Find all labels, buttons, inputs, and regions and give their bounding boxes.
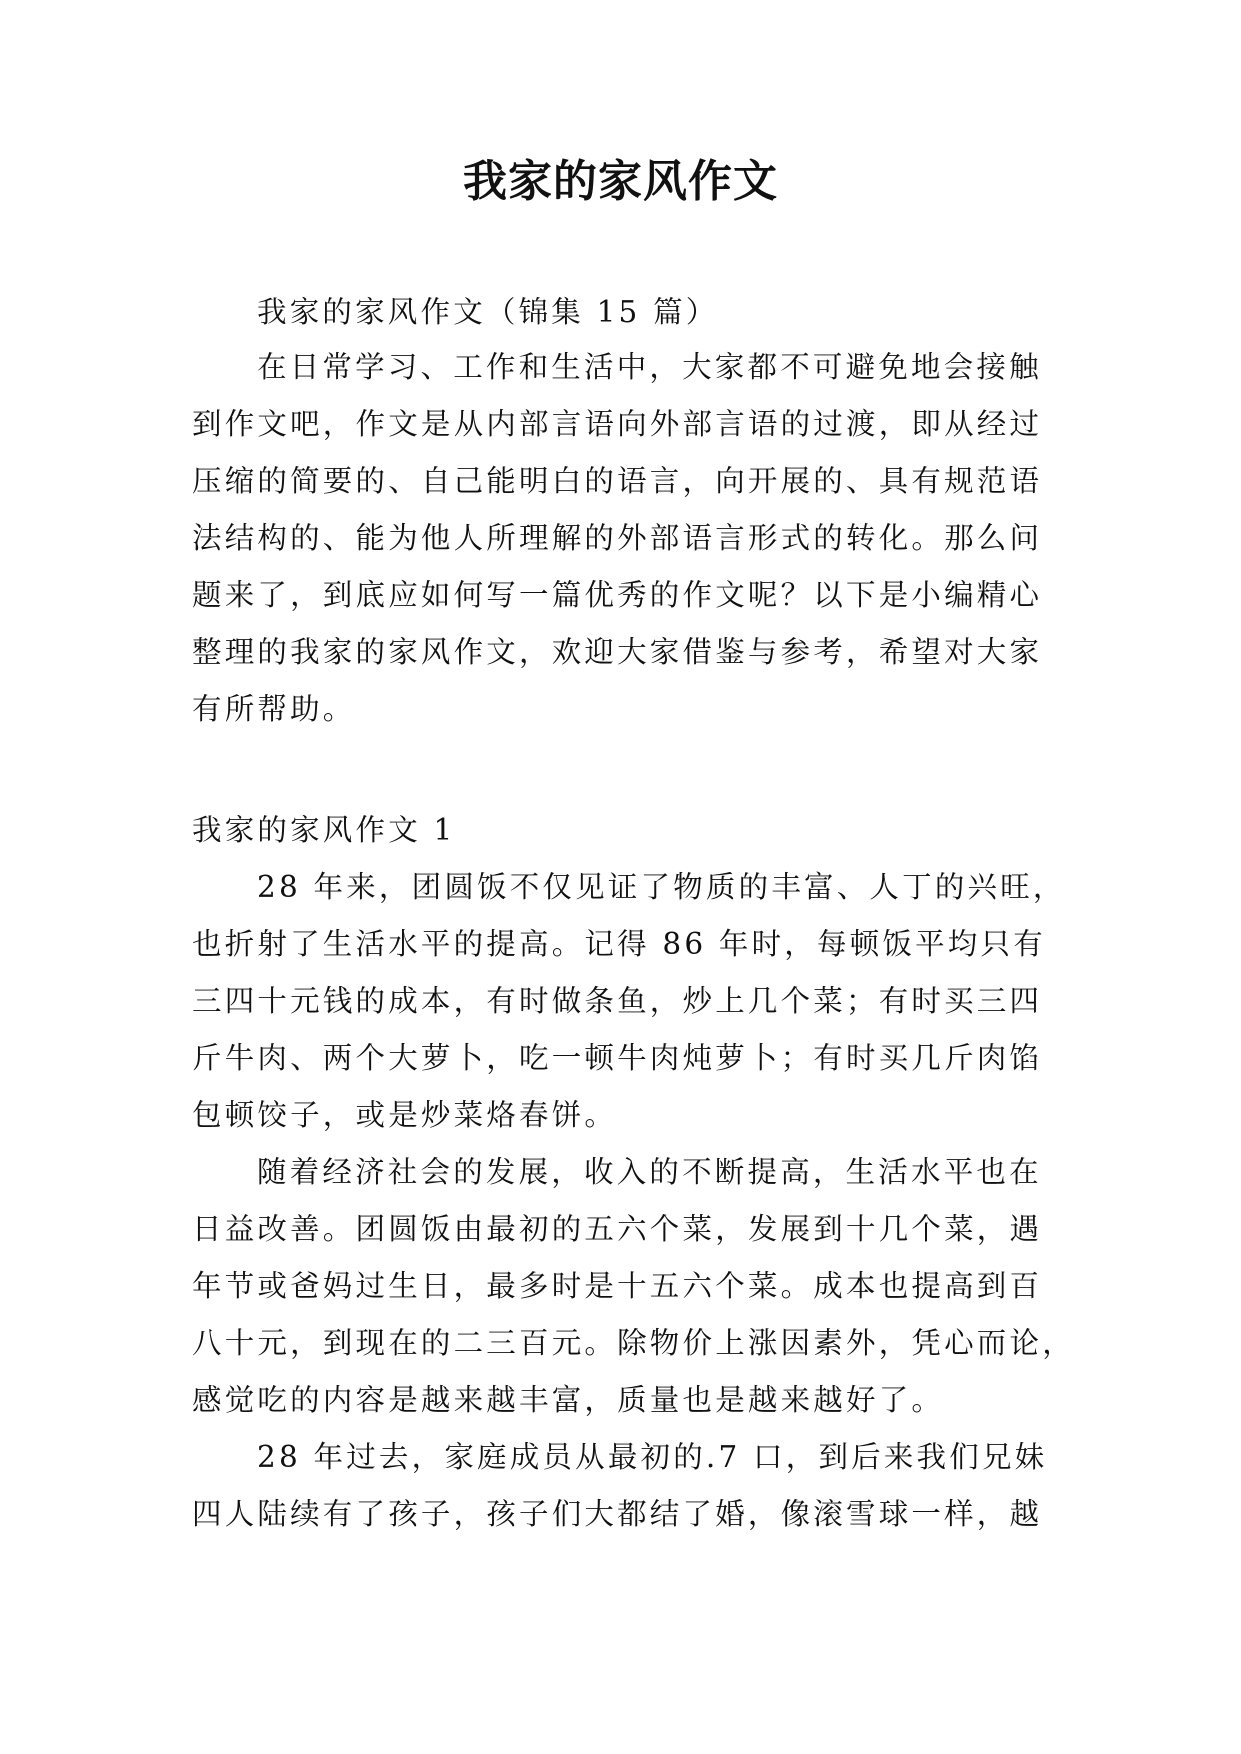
subtitle-line: 我家的家风作文（锦集 15 篇） — [257, 295, 719, 329]
intro-paragraph-line: 压缩的简要的、自己能明白的语言，向开展的、具有规范语 — [192, 464, 1043, 498]
paragraph-line: 包顿饺子，或是炒菜烙春饼。 — [192, 1098, 618, 1132]
intro-paragraph-line: 题来了，到底应如何写一篇优秀的作文呢？以下是小编精心 — [192, 578, 1043, 612]
paragraph-line: 随着经济社会的发展，收入的不断提高，生活水平也在 — [257, 1155, 1042, 1189]
paragraph-line: 日益改善。团圆饭由最初的五六个菜，发展到十几个菜，遇 — [192, 1212, 1043, 1246]
paragraph-line: 28 年过去，家庭成员从最初的.7 口，到后来我们兄妹 — [257, 1440, 1048, 1474]
paragraph-line: 年节或爸妈过生日，最多时是十五六个菜。成本也提高到百 — [192, 1269, 1043, 1303]
paragraph-line: 八十元，到现在的二三百元。除物价上涨因素外，凭心而论， — [192, 1326, 1075, 1360]
intro-paragraph-line: 到作文吧，作文是从内部言语向外部言语的过渡，即从经过 — [192, 407, 1043, 441]
intro-paragraph-line: 有所帮助。 — [192, 692, 356, 726]
paragraph-line: 28 年来，团圆饭不仅见证了物质的丰富、人丁的兴旺， — [257, 870, 1066, 904]
document-title: 我家的家风作文 — [463, 156, 778, 207]
paragraph-line: 三四十元钱的成本，有时做条鱼，炒上几个菜；有时买三四 — [192, 984, 1043, 1018]
section-heading: 我家的家风作文 1 — [192, 813, 456, 847]
paragraph-line: 斤牛肉、两个大萝卜，吃一顿牛肉炖萝卜；有时买几斤肉馅 — [192, 1041, 1043, 1075]
paragraph-line: 也折射了生活水平的提高。记得 86 年时，每顿饭平均只有 — [192, 927, 1046, 961]
intro-paragraph-line: 在日常学习、工作和生活中，大家都不可避免地会接触 — [257, 350, 1042, 384]
paragraph-line: 四人陆续有了孩子，孩子们大都结了婚，像滚雪球一样，越 — [192, 1497, 1043, 1531]
intro-paragraph-line: 法结构的、能为他人所理解的外部语言形式的转化。那么问 — [192, 521, 1043, 555]
intro-paragraph-line: 整理的我家的家风作文，欢迎大家借鉴与参考，希望对大家 — [192, 635, 1043, 669]
paragraph-line: 感觉吃的内容是越来越丰富，质量也是越来越好了。 — [192, 1383, 945, 1417]
